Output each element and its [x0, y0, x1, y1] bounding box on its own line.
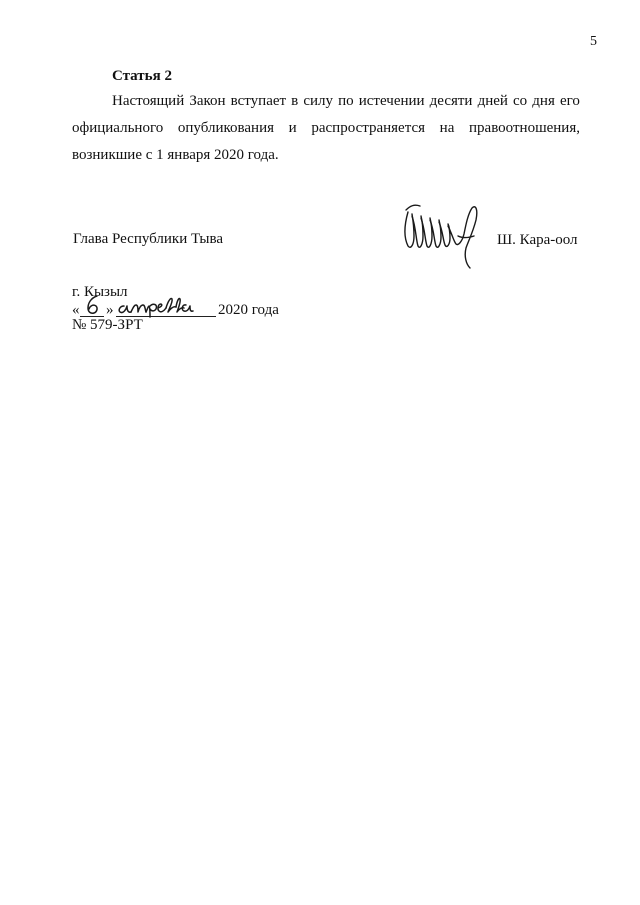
- word: возникшие с 1 января 2020 года.: [72, 147, 279, 163]
- article-text-line-1: [72, 88, 580, 115]
- word: официального: [72, 120, 164, 136]
- page-number: 5: [590, 34, 597, 49]
- word: вступает: [230, 93, 287, 109]
- word: распространяется: [311, 120, 426, 136]
- handwritten-day: [80, 293, 106, 317]
- word: Настоящий: [112, 93, 185, 109]
- position-title: Глава Республики Тыва: [73, 231, 224, 247]
- word: правоотношения,: [469, 120, 580, 136]
- date-quote-open: «: [72, 302, 80, 318]
- date-quote-close: »: [106, 302, 114, 318]
- word: Закон: [189, 93, 226, 109]
- article-text-line-2: [72, 115, 580, 142]
- word: в: [291, 93, 299, 109]
- signature-image: [398, 198, 484, 272]
- article-title: Статья 2: [112, 68, 172, 84]
- word: по: [338, 93, 354, 109]
- word: и: [288, 120, 297, 136]
- word: его: [559, 93, 580, 109]
- word: истечении: [358, 93, 425, 109]
- signer-name: Ш. Кара-оол: [497, 232, 578, 248]
- word: дней: [477, 93, 508, 109]
- word: десяти: [429, 93, 473, 109]
- law-number: № 579-ЗРТ: [72, 317, 143, 333]
- word: дня: [532, 93, 555, 109]
- word: силу: [303, 93, 334, 109]
- word: опубликования: [177, 120, 275, 136]
- word: со: [513, 93, 528, 109]
- city: г. Кызыл: [72, 284, 128, 300]
- word: на: [439, 120, 455, 136]
- article-text: [72, 88, 580, 169]
- article-text-line-3: [72, 142, 580, 169]
- year-text: 2020 года: [218, 302, 279, 318]
